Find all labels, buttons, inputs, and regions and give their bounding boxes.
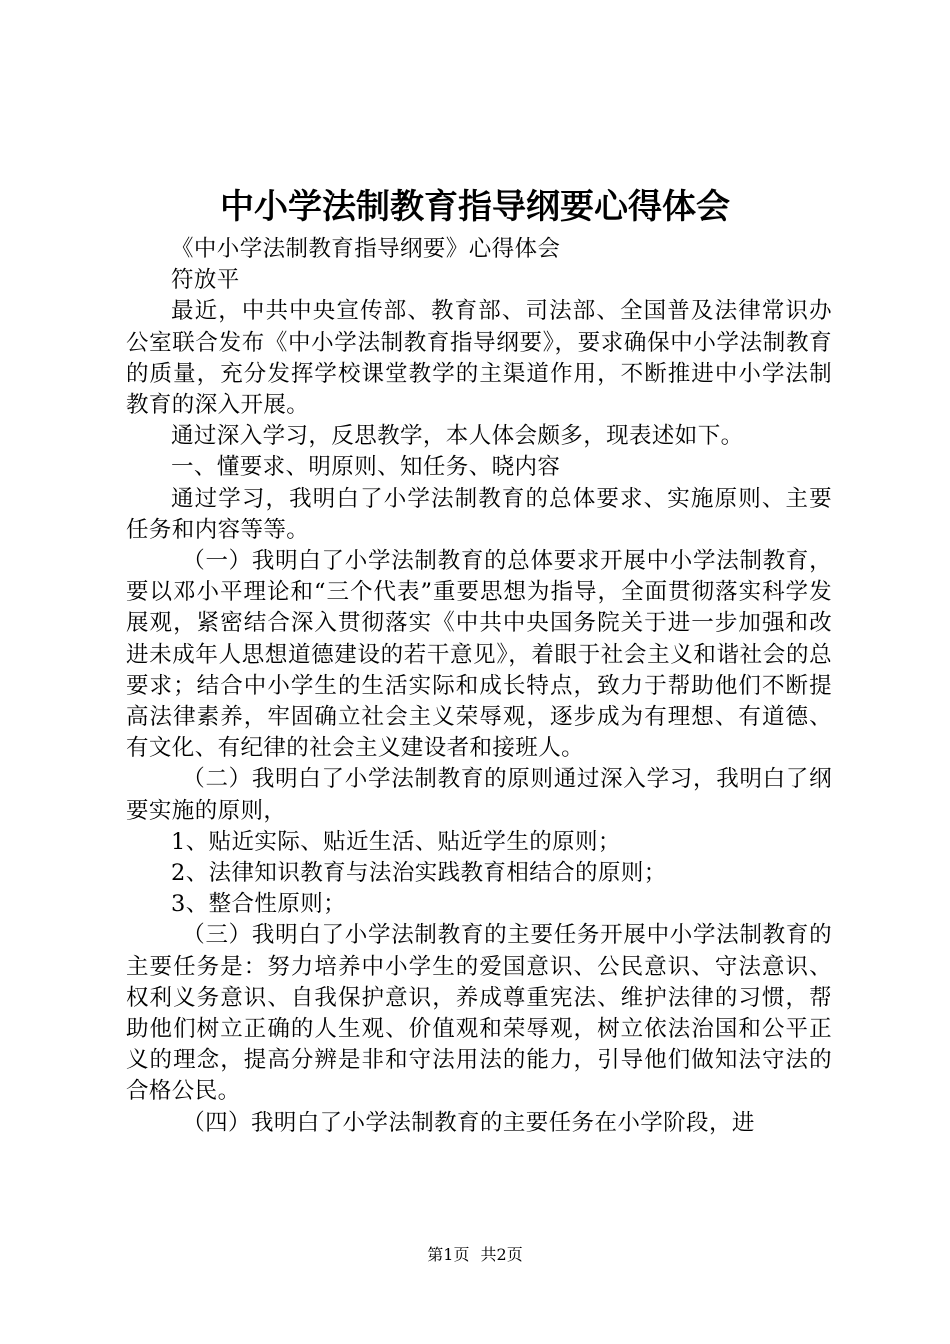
- paragraph: 最近，中共中央宣传部、教育部、司法部、全国普及法律常识办公室联合发布《中小学法制教育指导纲要》，要求确保中小学法制教育的质量，充分发挥学校课堂教学的主渠道作用，不断推进中小学法制教育的深入开展。: [126, 298, 832, 419]
- page-total: 共2页: [480, 1245, 523, 1264]
- section-heading: 一、懂要求、明原则、知任务、晓内容: [171, 454, 561, 481]
- paragraph: （二）我明白了小学法制教育的原则通过深入学习，我明白了纲要实施的原则，: [126, 766, 832, 824]
- paragraph: （三）我明白了小学法制教育的主要任务开展中小学法制教育的主要任务是：努力培养中小学生的爱国意识、公民意识、守法意识、权利义务意识、自我保护意识，养成尊重宪法、维护法律的习惯，帮助他们树立正确的人生观、价值观和荣辱观，树立依法治国和公平正义的理念，提高分辨是非和守法用法的能力，引导他们做知法守法的合格公民。: [126, 922, 832, 1105]
- paragraph: 通过学习，我明白了小学法制教育的总体要求、实施原则、主要任务和内容等等。: [126, 485, 832, 543]
- page-number: 第1页: [427, 1245, 470, 1264]
- page-footer: [0, 1244, 950, 1266]
- paragraph: 通过深入学习，反思教学，本人体会颇多，现表述如下。: [171, 423, 744, 450]
- list-item: 3、整合性原则；: [171, 891, 347, 918]
- author-line: 符放平: [171, 267, 240, 294]
- subtitle-line: 《中小学法制教育指导纲要》心得体会: [171, 236, 561, 262]
- paragraph: （一）我明白了小学法制教育的总体要求开展中小学法制教育，要以邓小平理论和“三个代表”重要思想为指导，全面贯彻落实科学发展观，紧密结合深入贯彻落实《中共中央国务院关于进一步加强和改进未成年人思想道德建设的若干意见》，着眼于社会主义和谐社会的总要求；结合中小学生的生活实际和成长特点，致力于帮助他们不断提高法律素养，牢固确立社会主义荣辱观，逐步成为有理想、有道德、有文化、有纪律的社会主义建设者和接班人。: [126, 548, 832, 762]
- list-item: 2、法律知识教育与法治实践教育相结合的原则；: [171, 860, 667, 887]
- list-item: 1、贴近实际、贴近生活、贴近学生的原则；: [171, 828, 621, 855]
- document-title: 中小学法制教育指导纲要心得体会: [220, 187, 730, 227]
- paragraph: （四）我明白了小学法制教育的主要任务在小学阶段，进: [182, 1109, 755, 1136]
- document-body: [126, 234, 832, 1139]
